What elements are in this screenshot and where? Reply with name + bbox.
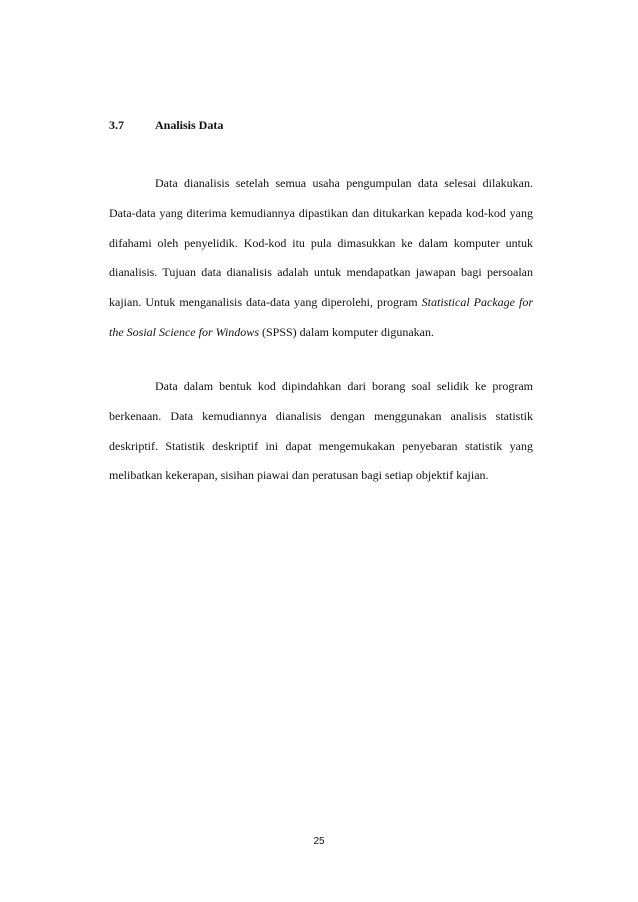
spss-full-name: Statistical Package for the Sosial Science for Windows xyxy=(109,295,534,339)
paragraph-1-text-end: (SPSS) dalam komputer digunakan. xyxy=(258,324,434,339)
section-title: Analisis Data xyxy=(155,118,224,132)
section-number: 3.7 xyxy=(109,118,124,132)
paragraph-1-text: Data dianalisis setelah semua usaha pengumpulan data selesai dilakukan. Data-data yang diterima kemudiannya dipastikan dan ditukarkan kepada kod-kod yang difahami oleh penyelidik. Kod-kod itu pula dimasukkan ke dalam komputer untuk dianalisis. Tujuan data dianalisis adalah untuk mendapatkan jawapan bagi persoalan kajian. Untuk menganalisis data-data yang diperolehi, program xyxy=(109,176,533,310)
page-number: 25 xyxy=(313,836,325,847)
paragraph-2: Data dalam bentuk kod dipindahkan dari borang soal selidik ke program berkenaan. Data kemudiannya dianalisis dengan menggunakan analisis statistik deskriptif. Statistik deskriptif ini dapat mengemukakan penyebaran statistik yang melibatkan kekerapan, sisihan piawai dan peratusan bagi setiap objektif kajian. xyxy=(109,379,533,483)
paragraph-1 xyxy=(109,169,533,348)
section-heading xyxy=(109,118,223,133)
